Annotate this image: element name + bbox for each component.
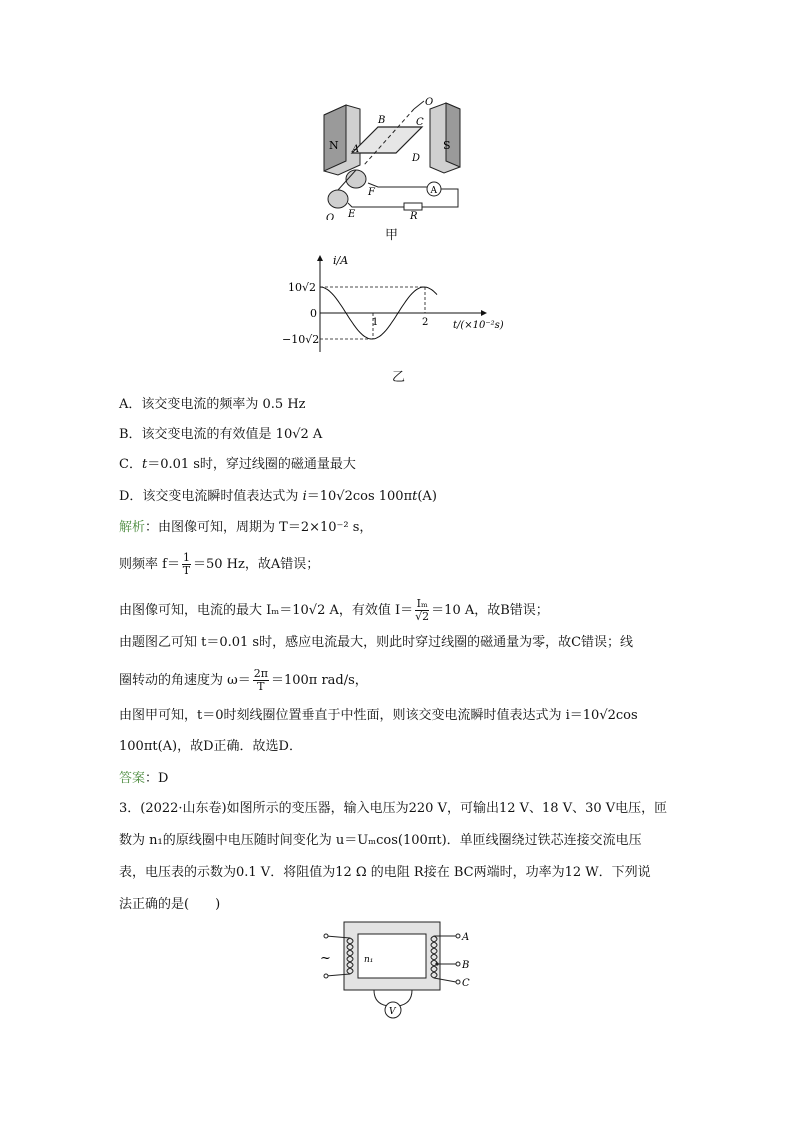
question3-line-4: 法正确的是( ) [119, 897, 221, 912]
ac-source-symbol: ~ [320, 951, 331, 966]
label-o-top: O [425, 97, 434, 108]
analysis-line-4: 由题图乙可知 t＝0.01 s时，感应电流最大，则此时穿过线圈的磁通量为零，故C错误；线 [119, 635, 634, 650]
coil-loop [352, 127, 422, 153]
question3-line-3: 表，电压表的示数为0.1 V．将阻值为12 Ω 的电阻 R接在 BC两端时，功率为12 W．下列说 [119, 865, 651, 880]
analysis-line-2: 则频率 f＝ $\frac{1}{T}$ ＝50 Hz，故A错误； [119, 551, 320, 577]
ytick-max: 10√2 [288, 281, 317, 294]
transformer-figure [316, 920, 476, 1026]
question3-line-2: 数为 n₁的原线圈中电压随时间变化为 u＝Uₘcos(100πt)．单匝线圈绕过铁芯连接交流电压 [119, 833, 642, 848]
resistor-r [404, 203, 422, 210]
label-c: C [462, 978, 470, 989]
analysis-line-1: 解析：由图像可知，周期为 T＝2×10⁻² s， [119, 520, 373, 535]
option-d: D．该交变电流瞬时值表达式为 i＝10√2cos 100πt(A) [119, 489, 437, 504]
label-ammeter: A [430, 186, 437, 196]
option-b: B．该交变电流的有效值是 10√2 A [119, 427, 323, 442]
label-n: N [329, 139, 339, 152]
figure2-caption: 乙 [392, 370, 406, 385]
label-n1: n₁ [364, 955, 374, 965]
ytick-zero: 0 [310, 307, 317, 320]
label-a: A [462, 932, 470, 943]
label-s: S [443, 139, 451, 152]
label-b: B [462, 960, 470, 971]
label-f: F [368, 187, 375, 198]
figure1-caption: 甲 [385, 228, 399, 243]
label-o-bottom: O [326, 213, 335, 220]
xtick-1: 1 [372, 317, 379, 328]
analysis-line-5: 圈转动的角速度为 ω＝ $\frac{2\pi}{T}$ ＝100π rad/s， [119, 667, 368, 693]
analysis-line-7: 100πt(A)，故D正确．故选D． [119, 739, 302, 754]
label-e: E [348, 209, 356, 220]
generator-figure [318, 95, 468, 220]
y-axis-label: i/A [333, 254, 349, 267]
label-d: D [412, 153, 421, 164]
label-b: B [378, 115, 386, 126]
xtick-2: 2 [422, 317, 429, 328]
option-a: A．该交变电流的频率为 0.5 Hz [119, 397, 306, 412]
sqrt-symbol: √ [292, 427, 301, 442]
label-c: C [416, 117, 424, 128]
label-a: A [352, 144, 360, 155]
ytick-min: −10√2 [282, 333, 320, 346]
x-axis-label: t/(×10⁻²s) [453, 320, 504, 331]
current-chart [280, 252, 520, 360]
option-c: C．t＝0.01 s时，穿过线圈的磁通量最大 [119, 457, 356, 472]
analysis-line-3: 由图像可知，电流的最大 Iₘ＝10√2 A，有效值 I＝ $\frac{\text{Iₘ}}{√2}$ ＝10 A，故B错误； [119, 597, 549, 623]
label-r: R [410, 211, 418, 220]
analysis-line-6: 由图甲可知，t＝0时刻线圈位置垂直于中性面，则该交变电流瞬时值表达式为 i＝10√2cos [119, 708, 638, 723]
question3-line-1: 3．(2022·山东卷)如图所示的变压器，输入电压为220 V，可输出12 V、18 V、30 V电压，匝 [119, 801, 668, 816]
label-v: V [389, 1007, 396, 1017]
answer-line: 答案：D [119, 771, 169, 786]
